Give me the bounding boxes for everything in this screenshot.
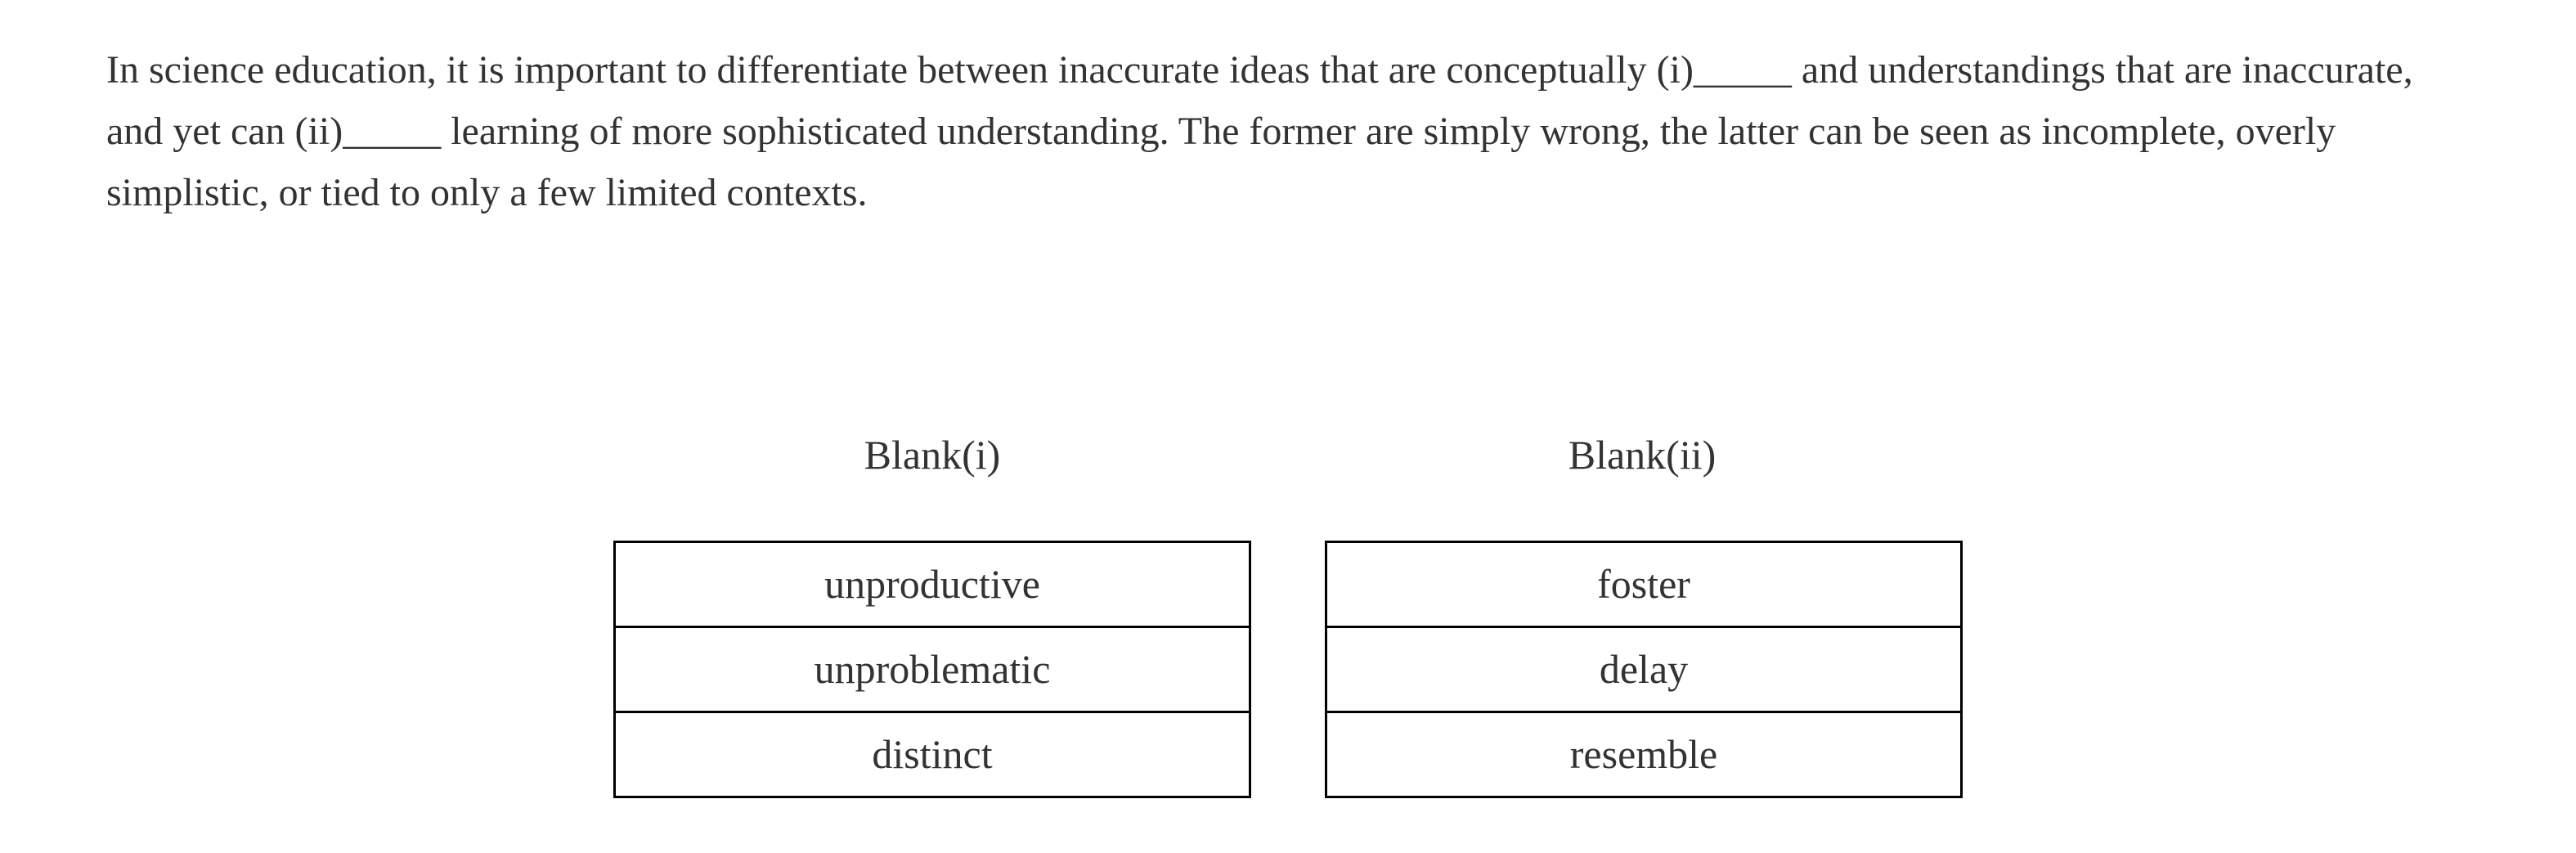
blank-ii-option-delay[interactable]: delay	[1327, 626, 1960, 711]
blank-i-option-unproductive[interactable]: unproductive	[824, 561, 1040, 607]
blank-ii-option-resemble[interactable]: resemble	[1327, 711, 1960, 796]
question-passage: In science education, it is important to differentiate between inaccurate ideas that are conceptually (i)_____ and understandings that are inaccurate, and yet can (ii)_____ learning of more sophisticated understanding. The former are simply wrong, the latter can be seen as incomplete, overly simplistic, or tied to only a few limited contexts.	[106, 48, 2413, 214]
blank-ii-header: Blank(ii)	[1568, 432, 1717, 478]
blank-ii-option-foster[interactable]: foster	[1597, 561, 1690, 607]
blank-i-options	[613, 541, 1251, 798]
blank-i-option-unproblematic[interactable]: unproblematic	[616, 626, 1249, 711]
blank-ii-options	[1325, 541, 1963, 798]
blank-i-option-distinct[interactable]: distinct	[616, 711, 1249, 796]
blank-i-header: Blank(i)	[864, 432, 1001, 478]
